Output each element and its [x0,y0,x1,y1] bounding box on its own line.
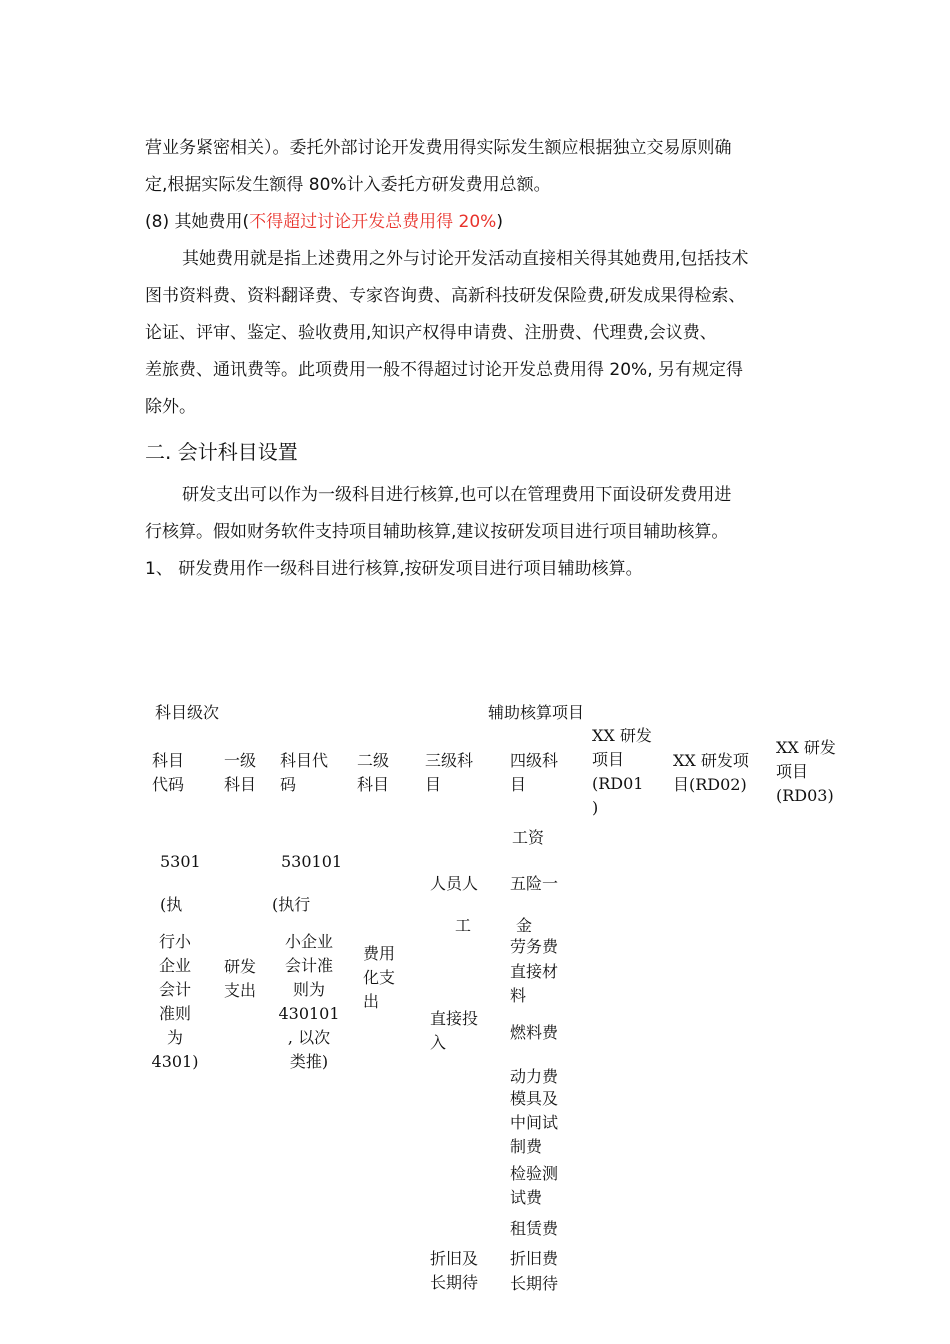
level4-inspection: 检验测 试费 [510,1164,559,1207]
item-8-limit-note: 不得超过讨论开发总费用得 20% [249,212,497,232]
header-level2: 二级 科目 [357,751,390,794]
paragraph-line: 除外。 [145,397,196,417]
level1-value: 研发 支出 [224,957,257,1000]
section-title: 二. 会计科目设置 [145,440,298,464]
level4-materials: 直接材 料 [510,962,559,1005]
level3-depreciation: 折旧及 长期待 [430,1249,479,1292]
paragraph-line: 论证、评审、鉴定、验收费用,知识产权得申请费、注册费、代理费,会议费、 [145,323,717,343]
level4-depreciation: 折旧费 [510,1249,559,1268]
header-rd01: XX 研发 项目 (RD01 ) [592,726,652,817]
subcode-note: 小企业 会计准 则为 430101 , 以次 类推) [278,932,340,1071]
table-group-aux: 辅助核算项目 [488,703,585,722]
level2-value: 费用 化支 出 [363,944,396,1011]
paragraph-line: 营业务紧密相关）。委托外部讨论开发费用得实际发生额应根据独立交易原则确 [145,138,732,158]
item-8-heading [145,211,503,233]
header-rd02: XX 研发项 目(RD02) [673,751,749,794]
level3-direct-input: 直接投 入 [430,1009,479,1052]
item-8-suffix: ) [496,212,503,232]
subcode-value: 530101 [281,852,343,871]
level4-labor: 劳务费 [510,937,559,956]
header-subcode: 科目代 码 [280,751,329,794]
level4-insurance: 五险一 [510,874,559,893]
item-8-prefix: (8) 其她费用( [145,212,250,232]
subcode-note-open: (执行 [272,895,311,914]
code-note: 行小 企业 会计 准则 为 4301) [151,932,199,1071]
header-rd03: XX 研发 项目 (RD03) [776,738,836,805]
paragraph-line: 差旅费、通讯费等。此项费用一般不得超过讨论开发总费用得 20%, 另有规定得 [145,360,743,380]
paragraph-line: 其她费用就是指上述费用之外与讨论开发活动直接相关得其她费用,包括技术 [182,249,749,269]
code-value: 5301 [160,852,201,871]
level4-power: 动力费 [510,1067,559,1086]
level3-personnel-cont: 工 [455,916,472,935]
header-level3: 三级科 目 [425,751,474,794]
header-level1: 一级 科目 [224,751,257,794]
level4-rent: 租赁费 [510,1219,559,1238]
level3-personnel: 人员人 [430,874,479,893]
level4-long-term: 长期待 [510,1274,559,1293]
level4-fuel: 燃料费 [510,1023,559,1042]
paragraph-line: 图书资料费、资料翻译费、专家咨询费、高新科技研发保险费,研发成果得检索、 [145,286,746,306]
level4-molds: 模具及 中间试 制费 [510,1089,559,1156]
code-note-open: (执 [160,895,183,914]
level4-insurance-cont: 金 [516,916,533,935]
header-level4: 四级科 目 [510,751,559,794]
level4-wages: 工资 [512,828,545,847]
paragraph-line: 行核算。假如财务软件支持项目辅助核算,建议按研发项目进行项目辅助核算。 [145,522,729,542]
paragraph-line: 研发支出可以作为一级科目进行核算,也可以在管理费用下面设研发费用进 [182,485,732,505]
paragraph-line: 定,根据实际发生额得 80%计入委托方研发费用总额。 [145,175,551,195]
header-code: 科目 代码 [152,751,185,794]
table-group-subject-level: 科目级次 [155,703,220,722]
list-item-1: 1、 研发费用作一级科目进行核算,按研发项目进行项目辅助核算。 [145,559,643,579]
